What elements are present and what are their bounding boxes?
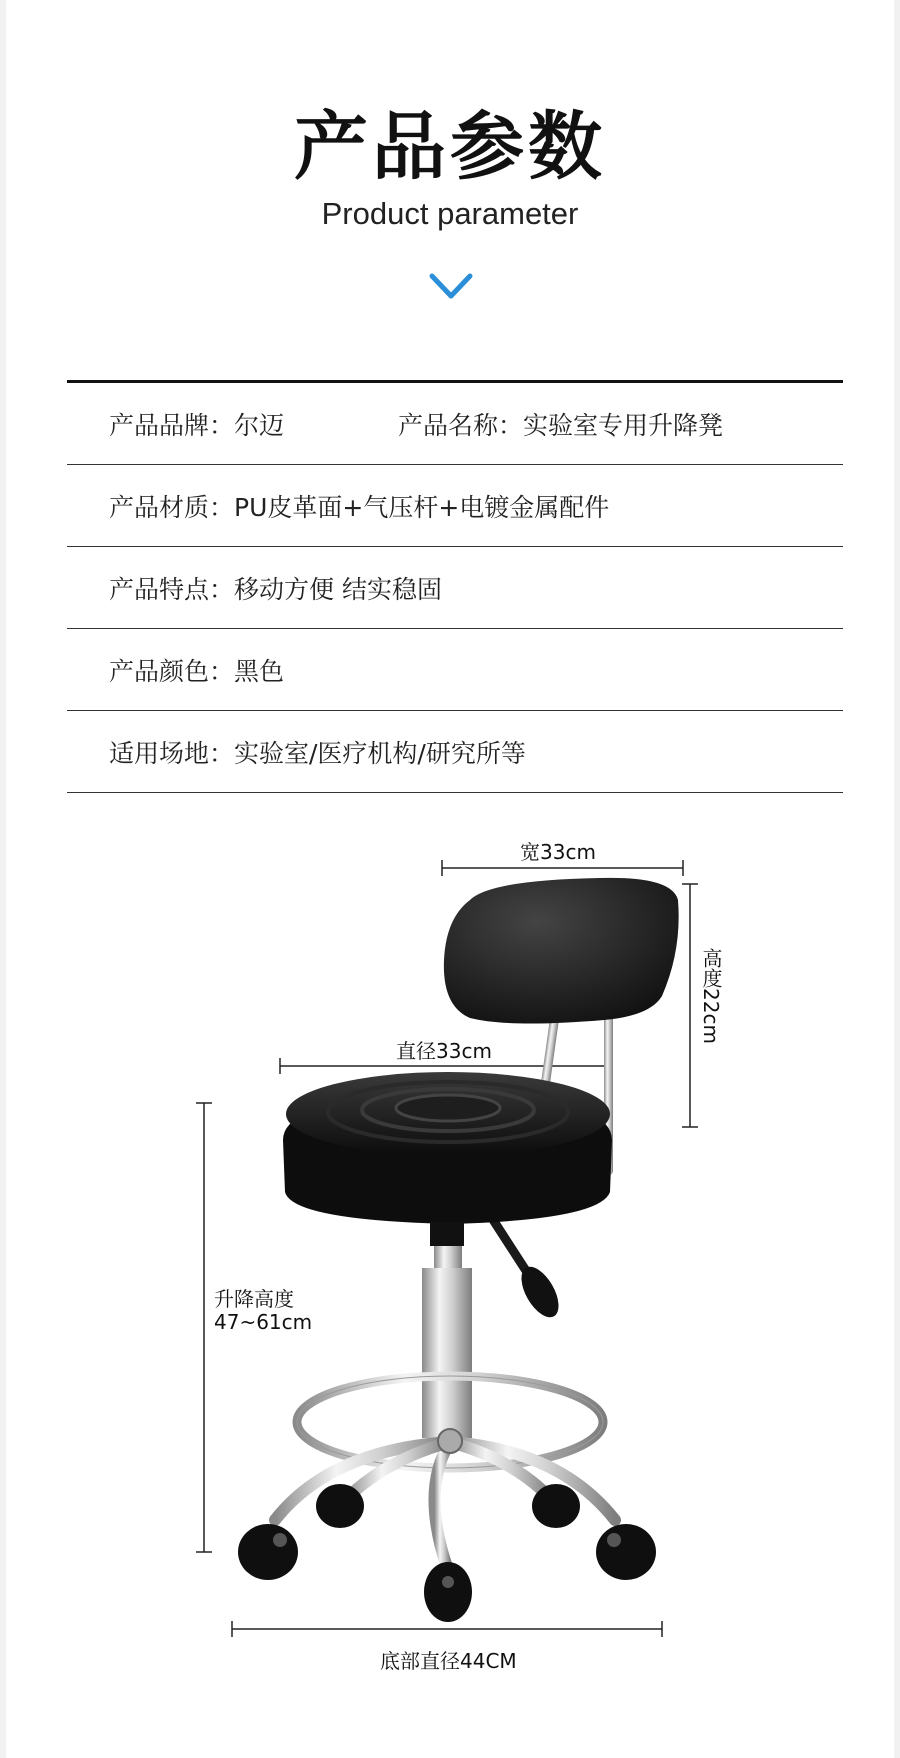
label-lift-height: 升降高度	[214, 1287, 294, 1311]
spec-row-brand-name	[67, 383, 843, 465]
base-hub	[438, 1429, 462, 1453]
page-title: 产品参数	[294, 104, 606, 190]
chevron-down-icon	[428, 270, 474, 304]
spec-row-color	[67, 629, 843, 711]
spec-table	[67, 380, 843, 793]
spec-row-features	[67, 547, 843, 629]
spec-color: 产品颜色：黑色	[109, 656, 285, 686]
spec-material: 产品材质：PU皮革面+气压杆+电镀金属配件	[109, 492, 610, 522]
spec-brand: 产品品牌：尔迈	[109, 410, 285, 440]
dim-line-base-diameter	[232, 1621, 662, 1637]
stool-dimension-diagram	[0, 800, 900, 1680]
backrest	[444, 878, 679, 1024]
label-backrest-width: 宽33cm	[520, 840, 596, 864]
label-lift-height-value: 47~61cm	[214, 1310, 313, 1334]
label-backrest-height: 高度22cm	[699, 948, 723, 1044]
dim-line-backrest-height	[682, 884, 698, 1127]
spec-row-material	[67, 465, 843, 547]
seat-cushion	[283, 1072, 612, 1224]
gas-column	[422, 1222, 472, 1438]
gas-lever	[490, 1215, 566, 1323]
label-base-diameter: 底部直径44CM	[380, 1649, 517, 1673]
spec-row-venue	[67, 711, 843, 793]
spec-venue: 适用场地：实验室/医疗机构/研究所等	[109, 738, 526, 768]
page-subtitle: Product parameter	[321, 196, 579, 231]
spec-product-name: 产品名称：实验室专用升降凳	[398, 410, 724, 440]
spec-features: 产品特点：移动方便 结实稳固	[109, 574, 442, 604]
label-seat-diameter: 直径33cm	[396, 1039, 492, 1063]
dim-line-lift-height	[196, 1103, 212, 1552]
stool-illustration	[0, 800, 900, 1680]
